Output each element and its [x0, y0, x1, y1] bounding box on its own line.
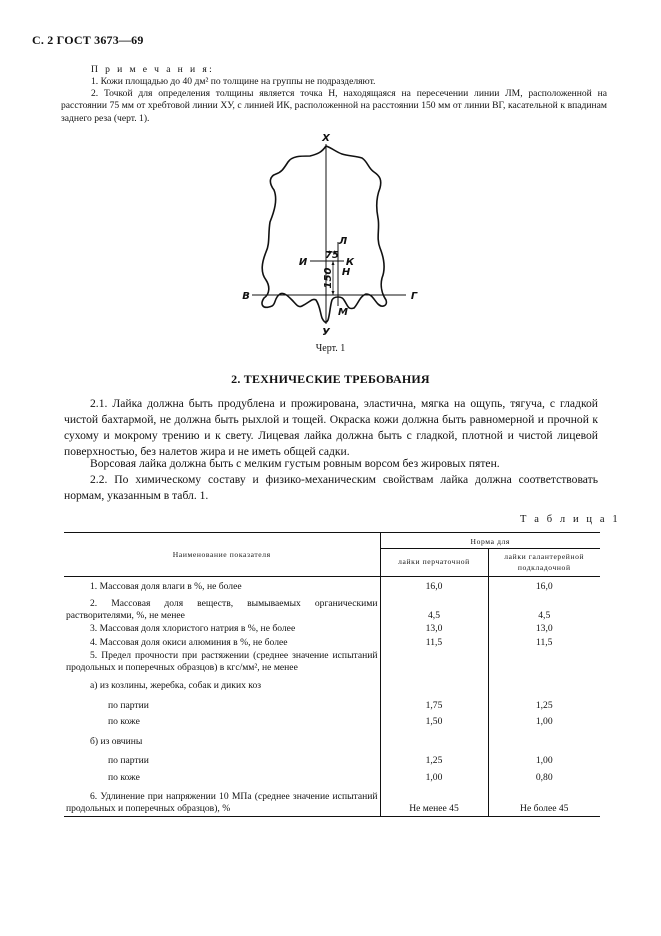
table-row: [64, 648, 600, 673]
paragraph-pile: Ворсовая лайка должна быть с мелким густым ровным ворсом без жировых пятен.: [90, 457, 500, 470]
row-name: 3. Массовая доля хлористого натрия в %, не более: [64, 621, 380, 635]
hide-diagram: [230, 130, 430, 340]
row-v2: [488, 728, 600, 748]
row-v2: 11,5: [536, 636, 553, 648]
row-name: 6. Удлинение при напряжении 10 МПа (среднее значение испытаний продольных и поперечных образцов), %: [64, 783, 380, 817]
row-name: 2. Массовая доля веществ, вымываемых органическими растворителями, %, не менее: [64, 592, 380, 621]
table-1: [64, 532, 600, 817]
row-v1: [380, 673, 488, 692]
row-v2: 0,80: [535, 771, 553, 783]
row-v1: 1,50: [380, 711, 488, 728]
row-name: 4. Массовая доля окиси алюминия в %, не более: [64, 635, 380, 649]
row-v1: [380, 648, 488, 673]
row-name: б) из овчины: [64, 728, 380, 748]
row-name: а) из козлины, жеребка, собак и диких коз: [64, 673, 380, 692]
label-l: Л: [338, 236, 348, 247]
header-norm: Норма для: [380, 533, 600, 549]
row-v1: [380, 728, 488, 748]
table-row: [64, 711, 600, 728]
row-name: 1. Массовая доля влаги в %, не более: [64, 576, 380, 592]
row-v1: 16,0: [380, 576, 488, 592]
table-row: [64, 621, 600, 635]
row-v1: 1,75: [380, 692, 488, 712]
row-v1: 4,5: [380, 592, 488, 621]
table-row: [64, 747, 600, 767]
row-v2: Не более 45: [520, 802, 569, 814]
row-v2: 4,5: [538, 609, 551, 621]
dim-75-label: 75: [325, 250, 339, 261]
row-v2: 1,00: [535, 716, 553, 727]
note-1: 1. Кожи площадью до 40 дм² по толщине на группы не подразделяют.: [91, 76, 376, 87]
table-row: [64, 783, 600, 817]
row-v1: 1,00: [380, 767, 488, 784]
table-row: [64, 592, 600, 621]
page-header: С. 2 ГОСТ 3673—69: [32, 33, 144, 47]
figure-caption: Черт. 1: [315, 343, 346, 354]
row-name: по коже: [64, 767, 380, 784]
row-name: по коже: [64, 711, 380, 728]
note-2: 2. Точкой для определения толщины является точка Н, находящаяся на пересечении линии ЛМ, расположенной на расстоянии 75 мм от хребтовой линии ХУ, с линией ИК, расположенной на расстоянии 150 мм от линии ВГ, касательной к впадинам заднего реза (черт. 1).: [61, 88, 607, 124]
label-g: Г: [410, 291, 418, 302]
header-name: Наименование показателя: [64, 533, 380, 577]
row-v2: 16,0: [535, 580, 553, 592]
table-row: [64, 692, 600, 712]
paragraph-2-2: 2.2. По химическому составу и физико-механическим свойствам лайка должна соответствовать нормам, указанным в табл. 1.: [64, 473, 598, 502]
dim-150-label: 150: [323, 267, 334, 289]
table-header-row-1: [64, 533, 600, 549]
header-col2: лайки галантерейной подкладочной: [488, 548, 600, 576]
label-y: У: [322, 327, 330, 338]
table-row: [64, 728, 600, 748]
label-i: И: [298, 257, 308, 268]
table-row: [64, 576, 600, 592]
header-col1: лайки перчаточной: [380, 548, 488, 576]
table-row: [64, 767, 600, 784]
section-title: 2. ТЕХНИЧЕСКИЕ ТРЕБОВАНИЯ: [231, 372, 430, 386]
table-row: [64, 635, 600, 649]
row-v2: 1,25: [535, 699, 553, 711]
row-v2: 13,0: [535, 623, 553, 634]
row-v2: [488, 673, 600, 692]
row-v2: [488, 648, 600, 673]
notes-heading: П р и м е ч а н и я:: [91, 64, 215, 75]
row-v1: Не менее 45: [380, 783, 488, 817]
row-v2: 1,00: [535, 755, 553, 766]
paragraph-2-1: 2.1. Лайка должна быть продублена и прожирована, эластична, мягка на ощупь, тягуча, с гладкой чистой бахтармой, не должна быть рыхлой и тощей. Окраска кожи должна быть равномерной и прочной к сухому и мокрому трению и к свету. Лицевая лайка должна быть с гладкой, плотной и чистой лицевой поверхностью, без налетов жира и не иметь общей садки.: [64, 397, 598, 458]
label-k: К: [345, 257, 355, 268]
table-caption: Т а б л и ц а 1: [520, 514, 621, 525]
label-n: Н: [341, 267, 351, 278]
row-name: по партии: [64, 747, 380, 767]
row-v1: 11,5: [380, 635, 488, 649]
row-v1: 13,0: [380, 621, 488, 635]
row-name: по партии: [64, 692, 380, 712]
table-row: [64, 673, 600, 692]
label-v: В: [242, 291, 250, 302]
label-x: Х: [322, 133, 330, 144]
label-m: М: [338, 307, 348, 318]
row-name: 5. Предел прочности при растяжении (среднее значение испытаний продольных и поперечных образцов) в кгс/мм², не менее: [64, 648, 380, 673]
row-v1: 1,25: [380, 747, 488, 767]
hide-outline: [262, 146, 386, 322]
